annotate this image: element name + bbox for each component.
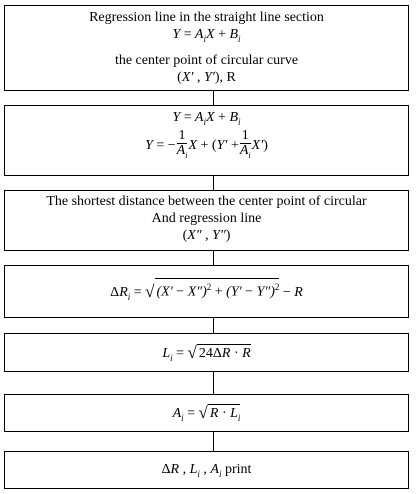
flow-box-regression-and-center (4, 5, 409, 91)
box1-line-center: the center point of circular curve (114, 52, 299, 68)
connector-4-5 (213, 318, 214, 333)
box4-delta-r-formula: $\Delta R_i$ = √ $(X' - X'')^2 + (Y' - Y'')^2 - R$ (110, 285, 303, 300)
box2-perpendicular-equation: Y = − $\frac{1}{A_i}$ X + (Y′ + $\frac{1}{A_i}$ X′) (145, 128, 268, 160)
box2-regression-equation: $Y = A_iX + B_i$ (172, 110, 241, 127)
box1-equation: $Y = A_iX + B_i$ (172, 27, 241, 44)
box3-foot-coordinates: (X″ , Y″) (182, 228, 231, 243)
flow-box-perpendicular-line (4, 105, 409, 176)
box6-parameter-formula: $A_i$ = √ $R \cdot L_i$ (173, 406, 241, 421)
box1-line-regression: Regression line in the straight line section (89, 10, 324, 25)
box7-print-output: ΔR , $L_i$ , $A_i$ print (161, 462, 252, 479)
flow-box-parameter (4, 394, 409, 432)
box5-length-formula: $L_i$ = √ 24ΔR · R (162, 343, 251, 363)
connector-5-6 (213, 372, 214, 394)
flow-box-delta-r (4, 265, 409, 318)
connector-3-4 (213, 251, 214, 265)
box1-center-coordinates: (X′ , Y′), R (177, 69, 236, 85)
box3-line-regression: And regression line (151, 211, 262, 226)
connector-6-7 (213, 432, 214, 451)
box3-line-shortest: The shortest distance between the center point of circular (46, 194, 367, 209)
connector-1-2 (213, 91, 214, 105)
flow-box-length (4, 333, 409, 372)
connector-2-3 (213, 176, 214, 190)
box7-print-label: print (225, 462, 252, 477)
flow-box-shortest-distance (4, 190, 409, 251)
flow-box-print (4, 451, 409, 489)
